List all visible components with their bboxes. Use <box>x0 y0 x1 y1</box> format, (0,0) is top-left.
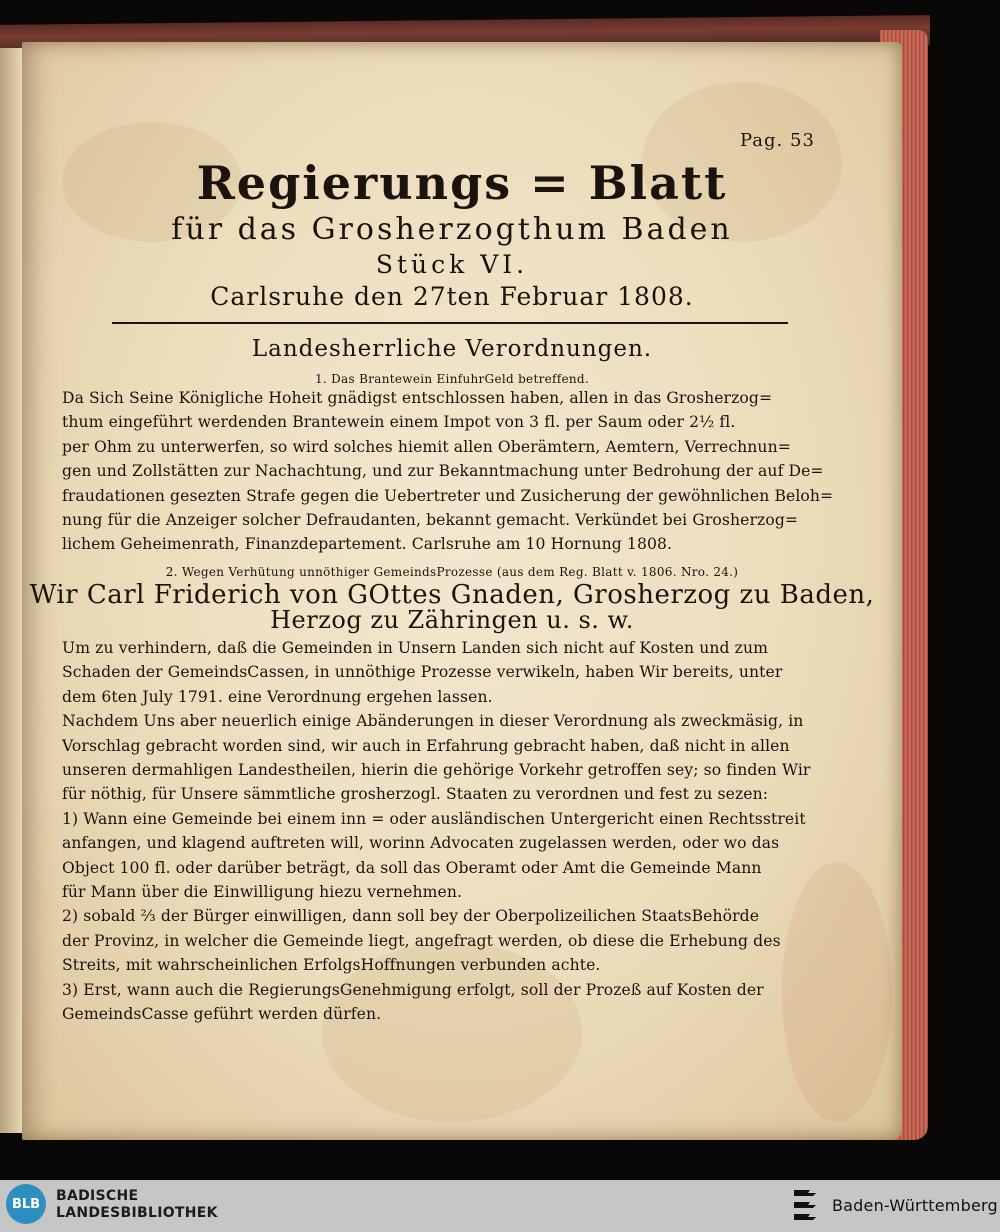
text-line: Da Sich Seine Königliche Hoheit gnädigst entschlossen haben, allen in das Grosherzog= <box>62 389 773 407</box>
subtitle: für das Grosherzogthum Baden <box>171 212 733 247</box>
text-line: 3) Erst, wann auch die RegierungsGenehmigung erfolgt, soll der Prozeß auf Kosten der <box>62 980 764 999</box>
text-line: fraudationen gesezten Strafe gegen die Uebertreter und Zusicherung der gewöhnlichen Beloh= <box>62 486 834 505</box>
blb-logo[interactable]: BLB <box>6 1184 46 1224</box>
item2-heading: 2. Wegen Verhütung unnöthiger GemeindsProzesse (aus dem Reg. Blatt v. 1806. Nro. 24.) <box>165 565 739 579</box>
divider <box>112 322 788 324</box>
item2-body <box>62 636 811 1027</box>
text-line: Streits, mit wahrscheinlichen ErfolgsHoffnungen verbunden achte. <box>62 956 601 975</box>
text-line: Schaden der GemeindsCassen, in unnöthige Prozesse verwikeln, haben Wir bereits, unter <box>62 663 783 682</box>
text-line: der Provinz, in welcher die Gemeinde liegt, angefragt werden, ob diese die Erhebung des <box>62 931 781 950</box>
issue-number: Stück VI. <box>375 250 529 279</box>
text-line: Nachdem Uns aber neuerlich einige Abänderungen in dieser Verordnung als zweckmäsig, in <box>62 712 804 731</box>
text-line: Vorschlag gebracht worden sind, wir auch in Erfahrung gebracht haben, daß nicht in allen <box>62 736 790 755</box>
state-name[interactable]: Baden-Württemberg <box>832 1196 998 1215</box>
text-line: gen und Zollstätten zur Nachachtung, und zur Bekanntmachung unter Bedrohung der auf De= <box>62 462 824 481</box>
text-line: dem 6ten July 1791. eine Verordnung ergehen lassen. <box>62 687 493 706</box>
section-heading: Landesherrliche Verordnungen. <box>251 336 653 362</box>
date-line: Carlsruhe den 27ten Februar 1808. <box>210 282 694 311</box>
text-line: 1) Wann eine Gemeinde bei einem inn = oder ausländischen Untergericht einen Rechtsstreit <box>62 809 806 828</box>
text-line: thum eingeführt werdenden Brantewein einem Impot von 3 fl. per Saum oder 2½ fl. <box>62 413 736 432</box>
text-line: für Mann über die Einwilligung hiezu vernehmen. <box>62 883 463 902</box>
decree-intro: Wir Carl Friderich von GOttes Gnaden, Grosherzog zu Baden, <box>29 580 875 610</box>
item1-body <box>62 386 834 557</box>
text-line: anfangen, und klagend auftreten will, worinn Advocaten zugelassen werden, oder wo das <box>62 834 780 853</box>
item1-heading: 1. Das Brantewein EinfuhrGeld betreffend. <box>314 372 590 386</box>
text-line: für nöthig, für Unsere sämmtliche grosherzogl. Staaten zu verordnen und fest zu sezen: <box>62 785 769 804</box>
library-name[interactable] <box>56 1188 218 1222</box>
library-name-line2: LANDESBIBLIOTHEK <box>56 1205 218 1221</box>
text-line: Um zu verhindern, daß die Gemeinden in Unsern Landen sich nicht auf Kosten und zum <box>62 639 769 657</box>
facing-page-edge <box>0 48 22 1133</box>
text-line: Object 100 fl. oder darüber beträgt, da soll das Oberamt oder Amt die Gemeinde Mann <box>62 858 762 877</box>
text-line: nung für die Anzeiger solcher Defraudanten, bekannt gemacht. Verkündet bei Grosherzog= <box>62 511 799 530</box>
decree-intro-title: Herzog zu Zähringen u. s. w. <box>270 606 634 634</box>
library-name-line1: BADISCHE <box>56 1188 139 1204</box>
text-line: GemeindsCasse geführt werden dürfen. <box>62 1005 382 1024</box>
page-title: Regierungs = Blatt <box>196 156 728 210</box>
text-line: per Ohm zu unterwerfen, so wird solches hiemit allen Oberämtern, Aemtern, Verrechnun= <box>62 437 791 456</box>
page-number: Pag. 53 <box>740 130 815 151</box>
text-line: unseren dermahligen Landestheilen, hierin die gehörige Vorkehr getroffen sey; so finden Wir <box>62 761 811 780</box>
baden-wuerttemberg-lions-icon <box>790 1186 822 1226</box>
text-line: lichem Geheimenrath, Finanzdepartement. Carlsruhe am 10 Hornung 1808. <box>62 535 673 554</box>
text-line: 2) sobald ⅔ der Bürger einwilligen, dann soll bey der Oberpolizeilichen StaatsBehörde <box>62 907 760 926</box>
